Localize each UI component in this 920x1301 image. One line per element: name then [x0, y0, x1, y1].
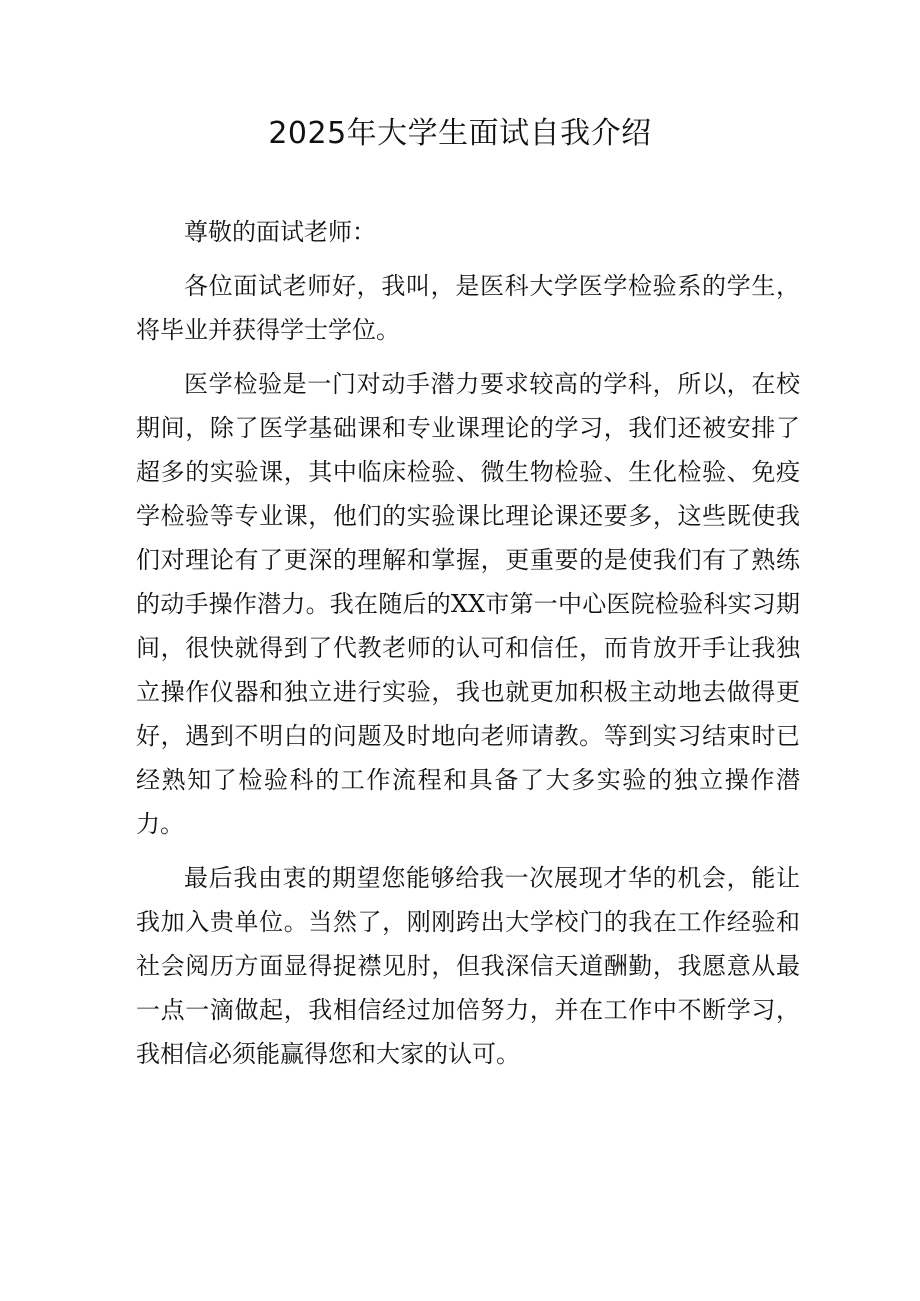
document-title: 2025年大学生面试自我介绍 [268, 116, 652, 151]
paragraph-introduction: 各位面试老师好，我叫，是医科大学医学检验系的学生，将毕业并获得学士学位。 [136, 272, 800, 344]
salutation: 尊敬的面试老师： [184, 218, 376, 246]
document-body [136, 210, 800, 1086]
paragraph-experience: 医学检验是一门对动手潜力要求较高的学科，所以，在校期间，除了医学基础课和专业课理论的学习，我们还被安排了超多的实验课，其中临床检验、微生物检验、生化检验、免疫学检验等专业课，他们的实验课比理论课还要多，这些既使我们对理论有了更深的理解和掌握，更重要的是使我们有了熟练的动手操作潜力。我在随后的XX市第一中心医院检验科实习期间，很快就得到了代教老师的认可和信任，而肯放开手让我独立操作仪器和独立进行实验，我也就更加积极主动地去做得更好，遇到不明白的问题及时地向老师请教。等到实习结束时已经熟知了检验科的工作流程和具备了大多实验的独立操作潜力。 [136, 370, 800, 838]
paragraph-closing: 最后我由衷的期望您能够给我一次展现才华的机会，能让我加入贵单位。当然了，刚刚跨出大学校门的我在工作经验和社会阅历方面显得捉襟见肘，但我深信天道酬勤，我愿意从最一点一滴做起，我相信经过加倍努力，并在工作中不断学习，我相信必须能赢得您和大家的认可。 [136, 864, 800, 1068]
